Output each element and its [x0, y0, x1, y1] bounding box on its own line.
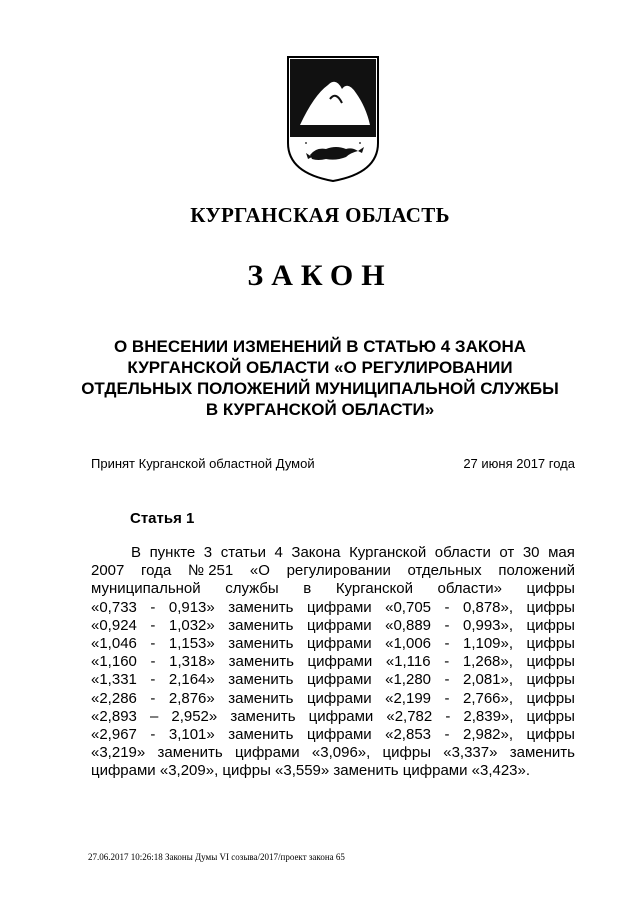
body-word: 2,839»,	[463, 707, 514, 725]
body-word: цифры	[526, 634, 575, 652]
body-word: цифрами	[308, 707, 374, 725]
body-line	[91, 744, 575, 762]
body-word: «2,286	[91, 689, 137, 707]
body-word: области»	[437, 580, 502, 598]
body-word: цифрами	[307, 653, 373, 671]
body-word: службы	[225, 580, 279, 598]
body-word: 30	[522, 544, 540, 561]
body-word: «1,160	[91, 653, 137, 671]
body-word: –	[149, 707, 159, 725]
body-word: 1,318»	[169, 653, 216, 671]
body-word: «3,219»	[91, 744, 146, 762]
body-word: пункте	[149, 544, 196, 561]
body-word: -	[444, 616, 450, 634]
body-word: 2,081»,	[462, 671, 514, 689]
body-word: 2,982»,	[462, 725, 514, 743]
subject-line: В КУРГАНСКОЙ ОБЛАСТИ»	[205, 400, 435, 419]
footer-file-info: 27.06.2017 10:26:18 Законы Думы VI созыва/2017/проект закона 65	[88, 852, 345, 862]
body-word: «0,733	[91, 598, 137, 616]
body-word: года	[141, 562, 172, 580]
body-word: цифрами	[306, 671, 372, 689]
body-word: заменить	[228, 689, 294, 707]
body-word: 1,153»	[168, 634, 215, 652]
body-word: муниципальной	[91, 580, 201, 598]
body-word: мая	[548, 544, 575, 561]
body-word: цифрами	[234, 744, 300, 762]
body-word: цифрами	[306, 634, 372, 652]
body-word: 2007	[91, 562, 125, 580]
body-word: «2,967	[91, 725, 137, 743]
body-word: 0,878»,	[462, 598, 514, 616]
body-word: 4	[274, 544, 283, 561]
body-word: 3	[203, 544, 213, 561]
body-word: заменить	[228, 634, 294, 652]
body-word: цифры	[526, 653, 575, 671]
body-word: цифры	[526, 689, 575, 707]
body-word: цифры	[526, 671, 575, 689]
body-word: от	[499, 544, 515, 561]
body-word: 0,913»	[168, 598, 215, 616]
body-word: Закона	[291, 544, 341, 561]
body-word: «1,006	[385, 634, 432, 652]
region-title: КУРГАНСКАЯ ОБЛАСТЬ	[190, 203, 450, 227]
body-line	[91, 653, 575, 671]
body-word: цифрами «3,209», цифры «3,559» заменить цифрами «3,423».	[91, 762, 531, 780]
body-word: «0,705	[385, 598, 432, 616]
body-word: 2,952»	[171, 707, 218, 725]
body-word: -	[150, 616, 156, 634]
body-word: «1,046	[91, 634, 137, 652]
body-word: 0,993»,	[462, 616, 514, 634]
body-word: цифрами	[306, 616, 372, 634]
body-word: цифрами	[306, 598, 372, 616]
subject-line: ОТДЕЛЬНЫХ ПОЛОЖЕНИЙ МУНИЦИПАЛЬНОЙ СЛУЖБЫ	[81, 379, 559, 398]
body-line	[91, 544, 575, 562]
body-word: 2,766»,	[462, 689, 514, 707]
body-word: -	[444, 689, 450, 707]
body-line	[91, 708, 575, 726]
body-word: «0,924	[91, 616, 137, 634]
body-word: 1,032»	[168, 616, 215, 634]
document-type-title: ЗАКОН	[247, 259, 393, 292]
body-word: «1,331	[91, 671, 137, 689]
body-word: Курганской	[335, 580, 413, 598]
body-word: заменить	[228, 616, 294, 634]
body-word: -	[444, 634, 450, 652]
body-word: «2,782	[386, 707, 433, 725]
body-word: цифрами	[306, 689, 372, 707]
law-subject-heading	[72, 336, 568, 420]
subject-line: КУРГАНСКОЙ ОБЛАСТИ «О РЕГУЛИРОВАНИИ	[127, 358, 513, 377]
body-word: Курганской	[349, 544, 427, 561]
body-word: № 251	[187, 562, 234, 580]
subject-line: О ВНЕСЕНИИ ИЗМЕНЕНИЙ В СТАТЬЮ 4 ЗАКОНА	[113, 337, 527, 356]
body-word: заменить	[228, 653, 294, 671]
body-word: -	[150, 725, 156, 743]
body-word: В	[131, 544, 142, 561]
body-word: «1,280	[385, 671, 432, 689]
body-word: -	[445, 707, 451, 725]
body-word: регулировании	[286, 562, 391, 580]
body-line	[91, 635, 575, 653]
body-word: в	[303, 580, 312, 598]
body-line	[91, 562, 575, 580]
body-word: заменить	[228, 598, 294, 616]
article-body	[91, 544, 575, 780]
body-word: 3,101»	[168, 725, 215, 743]
body-word: цифры	[526, 616, 575, 634]
body-word: «2,199	[385, 689, 432, 707]
body-word: цифры	[526, 725, 575, 743]
body-word: «3,096»,	[311, 744, 371, 762]
body-word: -	[150, 689, 156, 707]
body-word: статьи	[220, 544, 266, 561]
body-word: заменить	[157, 744, 223, 762]
body-line	[91, 762, 575, 780]
body-line	[91, 599, 575, 617]
body-word: 1,268»,	[462, 653, 513, 671]
body-word: -	[444, 671, 450, 689]
body-line	[91, 617, 575, 635]
body-word: 2,876»	[168, 689, 215, 707]
adopted-by: Принят Курганской областной Думой	[91, 456, 315, 471]
body-line	[91, 671, 575, 689]
body-word: цифры	[382, 744, 431, 762]
article-title: Статья 1	[130, 510, 195, 527]
body-word: цифры	[526, 598, 575, 616]
body-word: заменить	[509, 744, 575, 762]
body-line	[91, 690, 575, 708]
body-word: отдельных	[407, 562, 482, 580]
body-word: «0,889	[385, 616, 432, 634]
body-line	[91, 726, 575, 744]
body-word: цифрами	[306, 725, 372, 743]
body-word: области	[434, 544, 491, 561]
body-word: -	[444, 598, 450, 616]
coat-of-arms-emblem	[286, 55, 380, 183]
body-word: положений	[498, 562, 575, 580]
adopted-date: 27 июня 2017 года	[463, 456, 575, 471]
coat-of-arms-icon	[286, 55, 380, 183]
body-word: -	[444, 725, 450, 743]
body-word: «1,116	[385, 653, 431, 671]
body-word: цифры	[526, 580, 575, 598]
body-word: -	[150, 653, 156, 671]
body-word: -	[150, 598, 156, 616]
body-word: заменить	[230, 707, 296, 725]
body-word: заменить	[228, 671, 294, 689]
body-word: заменить	[228, 725, 294, 743]
body-word: 2,164»	[168, 671, 215, 689]
body-line	[91, 580, 575, 598]
body-word: 1,109»,	[462, 634, 514, 652]
body-word: -	[150, 671, 156, 689]
body-word: «3,337»	[443, 744, 498, 762]
body-word: «2,893	[91, 707, 137, 725]
body-word: «2,853	[385, 725, 432, 743]
body-word: цифры	[526, 707, 575, 725]
body-word: «О	[249, 562, 270, 580]
body-word: -	[150, 634, 156, 652]
body-word: -	[444, 653, 450, 671]
